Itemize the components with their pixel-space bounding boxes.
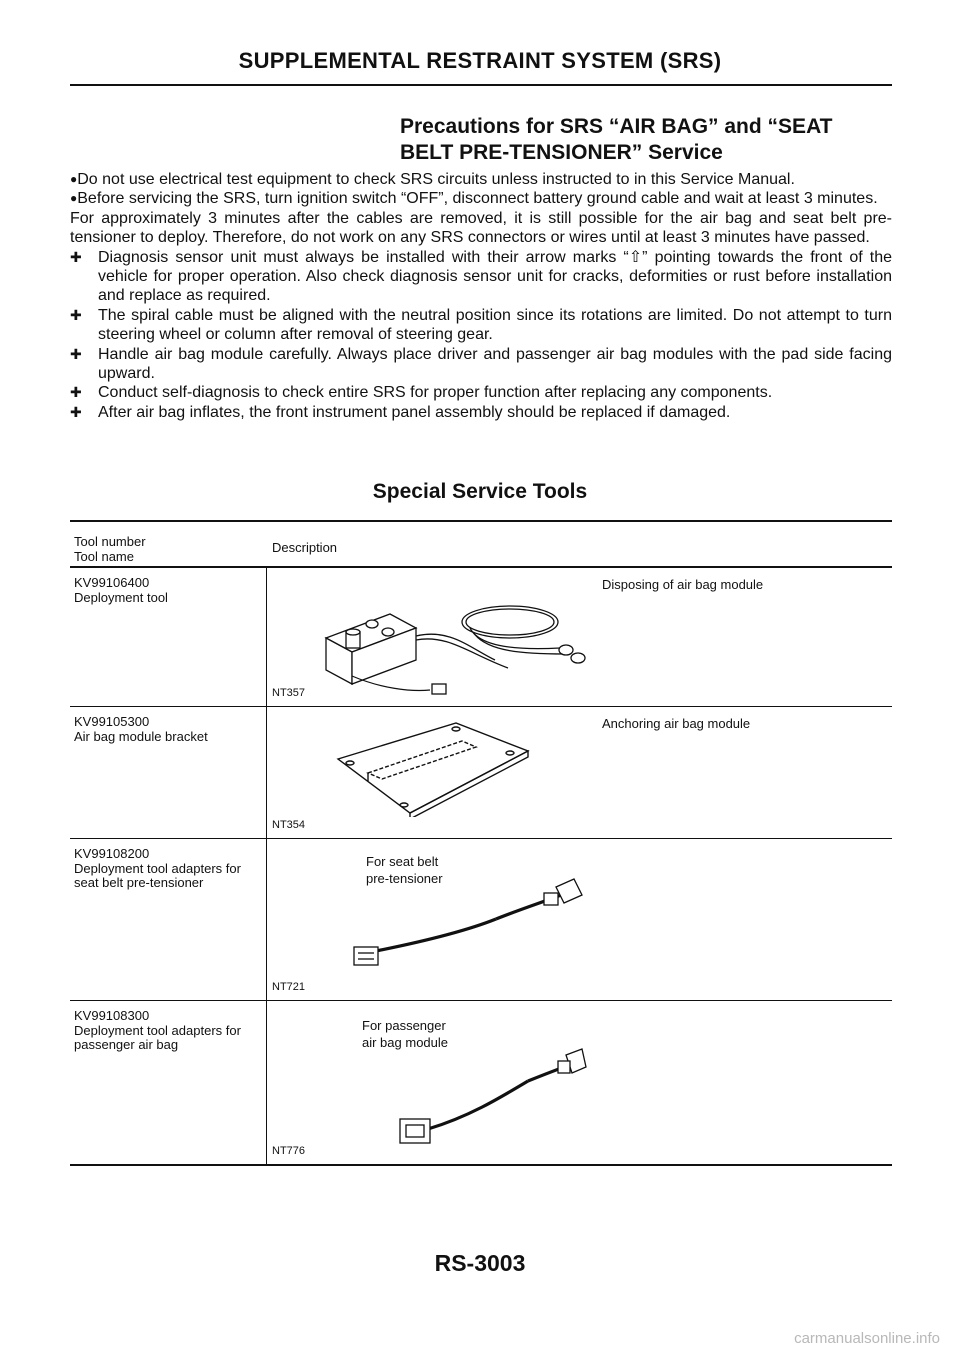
header-description: Description (272, 540, 338, 555)
tool-number: KV99108300 (74, 1008, 150, 1023)
header-tool-column (74, 534, 146, 564)
running-header-title: SUPPLEMENTAL RESTRAINT SYSTEM (SRS) (238, 48, 722, 73)
adapter-label-line-1: For passenger (362, 1018, 446, 1033)
header-tool-name: Tool name (74, 549, 134, 564)
intro-bullet-2-text: Before servicing the SRS, turn ignition switch “OFF”, disconnect battery ground cable and wait at least 3 minutes. (77, 190, 878, 208)
watermark: carmanualsonline.info (794, 1330, 940, 1347)
tool-number: KV99106400 (74, 575, 150, 590)
tool-id-cell (74, 715, 264, 744)
tools-section-title: Special Service Tools (372, 480, 588, 503)
bullet-cross-icon: ✚ (70, 248, 82, 265)
header-divider (70, 84, 892, 86)
tool-name: Air bag module bracket (74, 728, 208, 744)
tool-description: Disposing of air bag module (602, 577, 764, 592)
intro-bullet-1 (70, 170, 892, 189)
bullet-cross-icon: ✚ (70, 384, 82, 401)
table-row (70, 707, 892, 838)
tool-name-line-1: Deployment tool adapters for (74, 1022, 241, 1038)
adapter-label-line-2: air bag module (362, 1035, 448, 1050)
adapter-label (366, 853, 443, 887)
adapter-label-line-2: pre-tensioner (366, 871, 443, 886)
table-row (70, 1001, 892, 1164)
tool-name-line-2: passenger air bag (74, 1037, 179, 1052)
tool-name-line-1: Deployment tool adapters for (74, 860, 241, 876)
figure-reference: NT354 (272, 818, 306, 831)
bullet-dot-icon: ● (70, 172, 78, 186)
tool-number: KV99105300 (74, 714, 150, 729)
figure-reference: NT721 (272, 980, 306, 993)
precautions-list (70, 248, 892, 423)
adapter-label (362, 1017, 448, 1051)
section-title (400, 114, 880, 166)
bullet-cross-icon: ✚ (70, 306, 82, 323)
tool-id-cell (74, 847, 264, 891)
section-title-line-1: Precautions for SRS “AIR BAG” and “SEAT (400, 115, 833, 138)
column-divider (266, 1001, 267, 1164)
tool-id-cell (74, 1009, 264, 1053)
tool-name: Deployment tool (74, 589, 168, 605)
table-header (70, 522, 892, 566)
bracket-illustration (332, 717, 532, 817)
page-number: RS-3003 (434, 1250, 526, 1276)
intro-bullet-1-text: Do not use electrical test equipment to check SRS circuits unless instructed to in this Service Manual. (77, 171, 795, 188)
intro-paragraph: For approximately 3 minutes after the cables are removed, it is still possible for the air bag and seat belt pre-tensioner to deploy. Therefore, do not work on any SRS connectors or wires until at least 3 minutes have passed. (70, 209, 892, 247)
list-item: ✚ Diagnosis sensor unit must always be installed with their arrow marks “⇧” pointing towards the front of the vehicle for proper operation. Also check diagnosis sensor unit for cracks, deformities or rust before installation and replace as required. (70, 248, 892, 305)
table-row (70, 839, 892, 1000)
list-item: ✚ The spiral cable must be aligned with the neutral position since its rotations are limited. Do not attempt to turn steering wheel or column after removal of steering gear. (70, 306, 892, 344)
bullet-dot-icon: ● (70, 191, 78, 206)
tool-id-cell (74, 576, 264, 605)
figure-reference: NT776 (272, 1144, 306, 1157)
special-service-tools-table (70, 520, 892, 1166)
table-bottom-rule (70, 1164, 892, 1166)
bullet-cross-icon: ✚ (70, 403, 82, 420)
column-divider (266, 568, 267, 706)
bullet-cross-icon: ✚ (70, 345, 82, 362)
tool-number: KV99108200 (74, 846, 150, 861)
column-divider (266, 839, 267, 1000)
column-divider (266, 707, 267, 838)
deployment-tool-illustration (320, 588, 590, 698)
list-item: ✚ Conduct self-diagnosis to check entire SRS for proper function after replacing any components. (70, 384, 773, 402)
intro-bullet-2 (70, 189, 892, 208)
adapter-label-line-1: For seat belt (366, 854, 439, 869)
tool-description: Anchoring air bag module (602, 716, 751, 731)
header-tool-number: Tool number (74, 534, 146, 549)
precautions-body (70, 170, 892, 422)
list-item: ✚ After air bag inflates, the front instrument panel assembly should be replaced if damaged. (70, 403, 731, 421)
table-row (70, 568, 892, 706)
figure-reference: NT357 (272, 686, 306, 699)
passenger-adapter-illustration (388, 1047, 588, 1157)
tool-name-line-2: seat belt pre-tensioner (74, 875, 204, 890)
section-title-line-2: BELT PRE-TENSIONER” Service (400, 141, 723, 164)
list-item: ✚ Handle air bag module carefully. Always place driver and passenger air bag modules with the pad side facing upward. (70, 345, 892, 383)
